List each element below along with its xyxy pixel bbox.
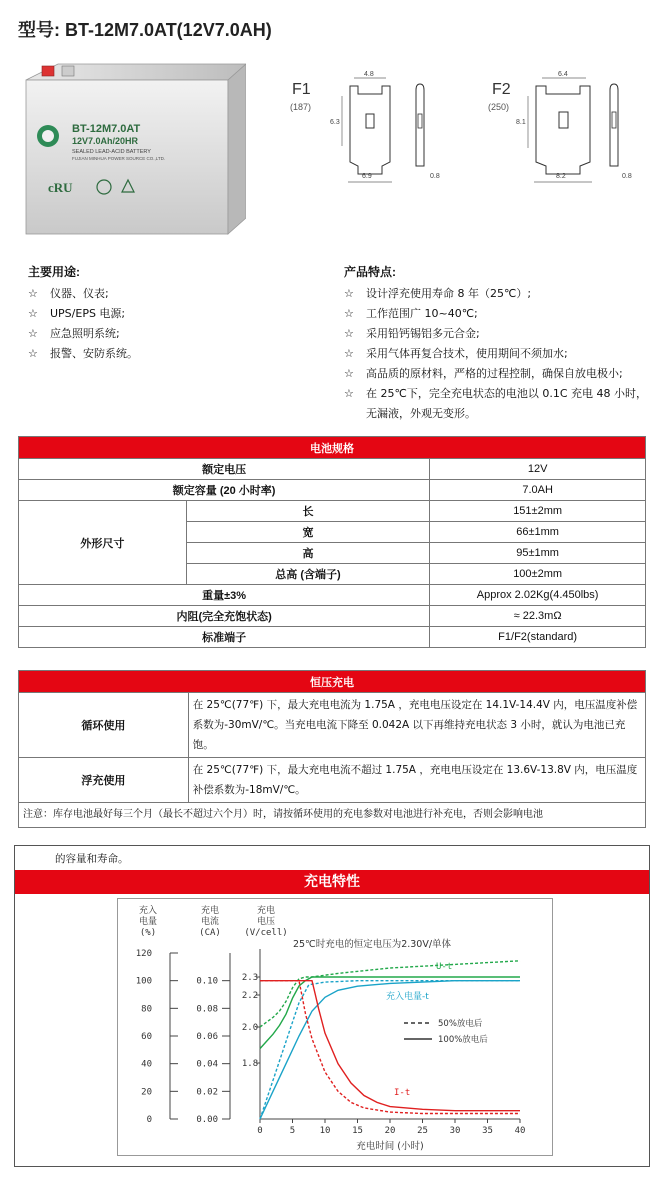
capacity-tick-label: 60 [141,1032,152,1042]
list-item: ☆ UPS/EPS 电源; [28,304,308,324]
f2-label: F2 [492,81,511,98]
cycle-use-text: 在 25℃(77℉) 下，最大充电电流为 1.75A ，充电电压设定在 14.1V-14.4V 内，电压温度补偿系数为-30mV/℃。当充电电流下降至 0.042A 以下再维持充电状态 3 小时，就认为电池已充饱。 [188,693,645,758]
table-row: 循环使用 在 25℃(77℉) 下，最大充电电流为 1.75A ，充电电压设定在 14.1V-14.4V 内，电压温度补偿系数为-30mV/℃。当充电电流下降至 0.042A 以下再维持充电状态 3 小时，就认为电池已充饱。 [19,693,646,758]
current-tick-label: 0.06 [196,1032,218,1042]
legend-solid-label: 100%放电后 [438,1035,488,1045]
star-icon: ☆ [28,307,38,320]
photo-rating-label: 12V7.0Ah/20HR [72,136,139,146]
table-row: 总高 (含端子) 100±2mm [19,564,646,585]
current-curve-label: I-t [394,1088,411,1098]
star-icon: ☆ [344,387,354,400]
table-row: 高 95±1mm [19,543,646,564]
f1-dim-bottom: 6.9 [362,173,372,180]
main-uses [28,262,308,364]
x-tick-label: 10 [319,1126,331,1136]
table-row: 标准端子 F1/F2(standard) [19,627,646,648]
features-heading: 产品特点: [344,265,396,279]
list-item: ☆ 采用铅钙锡铝多元合金; [344,324,654,344]
x-tick-label: 35 [482,1126,493,1136]
current-axis-label: 电流 [200,917,220,927]
terminal-f2-diagram [488,66,648,190]
f2-dim-bottom: 8.2 [556,173,566,180]
table-row: 额定电压 12V [19,459,646,480]
star-icon: ☆ [28,347,38,360]
x-tick-label: 30 [449,1126,461,1136]
f2-dim-top: 6.4 [558,71,568,78]
star-icon: ☆ [28,327,38,340]
storage-note-continued: 的容量和寿命。 [55,853,129,865]
capacity-axis-label: (%) [139,928,157,938]
voltage-tick-label: 1.8 [241,1059,259,1069]
x-tick-label: 25 [417,1126,428,1136]
charge-chart [118,899,552,1155]
product-features [344,262,654,424]
x-axis-label: 充电时间 (小时) [356,1141,424,1152]
star-icon: ☆ [344,307,354,320]
f1-dim-top: 4.8 [364,71,374,78]
f1-dim-side: 6.3 [330,119,340,126]
photo-maker-label: FUJIAN MINHUA POWER SOURCE CO.,LTD. [72,156,166,161]
current-tick-label: 0.10 [196,976,218,987]
capacity-tick-label: 40 [141,1059,152,1070]
photo-type-label: SEALED LEAD-ACID BATTERY [72,149,151,155]
voltage-axis-label: 充电 [256,906,276,916]
table-row: 内阻(完全充饱状态) ≈ 22.3mΩ [19,606,646,627]
x-tick-label: 40 [514,1126,526,1136]
spec-heading: 电池规格 [19,437,646,459]
star-icon: ☆ [28,287,38,300]
charge-chart-frame [117,898,553,1156]
charging-table [18,670,646,828]
capacity-tick-label: 80 [141,1004,152,1015]
current-tick-label: 0.08 [196,1004,218,1015]
list-item: ☆ 高品质的原材料，严格的过程控制，确保自放电极小; [344,364,654,384]
voltage-axis-label: (V/cell) [244,928,288,938]
f1-code: (187) [290,102,312,112]
table-row: 浮充使用 在 25℃(77℉) 下，最大充电电流不超过 1.75A ，充电电压设定在 13.6V-13.8V 内，电压温度补偿系数为-18mV/℃。 [19,758,646,803]
f2-dim-thick: 0.8 [622,173,632,180]
list-item: ☆ 采用气体再复合技术，使用期间不须加水; [344,344,654,364]
uses-heading: 主要用途: [28,265,80,279]
battery-spec-table [18,436,646,648]
capacity-tick-label: 100 [135,976,152,987]
capacity-axis-label: 充入 [138,906,158,916]
voltage-tick-label: 2.0 [241,1023,259,1033]
battery-photo [18,58,246,236]
x-tick-label: 0 [257,1126,263,1136]
capacity-tick-label: 120 [135,949,152,959]
star-icon: ☆ [344,367,354,380]
x-tick-label: 20 [384,1126,396,1136]
f1-dim-thick: 0.8 [430,173,440,180]
current-axis-label: 充电 [200,906,220,916]
legend-dashed-label: 50%放电后 [438,1019,483,1029]
storage-note: 注意：库存电池最好每三个月（最长不超过六个月）时，请按循环使用的充电参数对电池进行补充电，否则会影响电池 [19,803,646,828]
svg-text:cRU: cRU [48,180,73,195]
model-title: 型号: BT-12M7.0AT(12V7.0AH) [18,20,272,40]
table-row [19,803,646,828]
charge-characteristics-section [14,845,650,1167]
list-item: ☆ 仪器、仪表; [28,284,308,304]
charge-characteristics-heading: 充电特性 [15,870,649,894]
current-axis-label: (CA) [199,928,221,938]
list-item: ☆ 工作范围广 10~40℃; [344,304,654,324]
dimensions-label: 外形尺寸 [19,501,187,585]
capacity-axis-label: 电量 [138,917,158,927]
chart-title: 25℃时充电的恒定电压为2.30V/单体 [292,939,452,950]
f2-dim-side: 8.1 [516,119,526,126]
charging-heading: 恒压充电 [19,671,646,693]
list-item: ☆ 报警、安防系统。 [28,344,308,364]
current-tick-label: 0.00 [196,1115,218,1125]
list-item: ☆ 在 25℃下，完全充电状态的电池以 0.1C 充电 48 小时，无漏液，外观无变形。 [344,384,654,424]
current-tick-label: 0.04 [196,1059,218,1070]
table-row: 重量±3% Approx 2.02Kg(4.450lbs) [19,585,646,606]
table-row: 宽 66±1mm [19,522,646,543]
f2-code: (250) [488,102,510,112]
voltage-axis-label: 电压 [256,917,276,927]
photo-model-label: BT-12M7.0AT [72,123,141,135]
capacity-tick-label: 20 [141,1087,152,1098]
terminal-f1-diagram [290,66,460,190]
capacity-tick-label: 0 [146,1115,152,1125]
float-use-text: 在 25℃(77℉) 下，最大充电电流不超过 1.75A ，充电电压设定在 13.6V-13.8V 内，电压温度补偿系数为-18mV/℃。 [188,758,645,803]
f1-label: F1 [292,81,311,98]
voltage-tick-label: 2.3 [241,973,259,983]
table-row: 额定容量 (20 小时率) 7.0AH [19,480,646,501]
list-item: ☆ 设计浮充使用寿命 8 年（25℃）; [344,284,654,304]
table-row: 外形尺寸 长 151±2mm [19,501,646,522]
voltage-curve-label: U-t [436,962,453,972]
star-icon: ☆ [344,347,354,360]
current-tick-label: 0.02 [196,1087,218,1098]
x-tick-label: 5 [289,1126,296,1136]
voltage-tick-label: 2.2 [241,991,259,1001]
list-item: ☆ 应急照明系统; [28,324,308,344]
x-tick-label: 15 [352,1126,363,1136]
capacity-curve-label: 充入电量-t [386,992,429,1002]
star-icon: ☆ [344,287,354,300]
star-icon: ☆ [344,327,354,340]
